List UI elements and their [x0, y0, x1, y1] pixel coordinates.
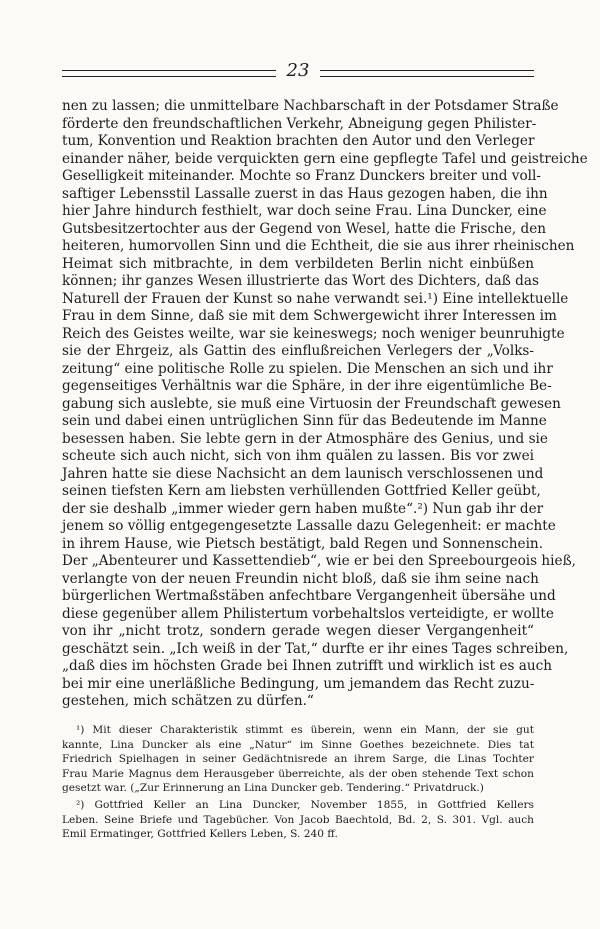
body-line: geschätzt sein. „Ich weiß in der Tat,“ durfte er ihr eines Tages schreiben,: [62, 640, 569, 657]
body-line: hier Jahre hindurch festhielt, war doch seine Frau. Lina Duncker, eine: [62, 203, 547, 219]
body-line: „daß dies im höchsten Grade bei Ihnen zutrifft und wirklich ist es auch: [62, 658, 552, 674]
body-line: sie der Ehrgeiz, als Gattin des einflußreichen Verlegers der „Volks-: [62, 343, 534, 359]
body-line: seinen tiefsten Kern am liebsten verhüllenden Gottfried Keller geübt,: [62, 483, 541, 499]
body-line: heiteren, humorvollen Sinn und die Echtheit, die sie aus ihrer rheinischen: [62, 238, 575, 254]
body-line: Reich des Geistes weilte, war sie keineswegs; noch weniger beunruhigte: [62, 325, 565, 342]
body-line: zeitung“ eine politische Rolle zu spielen. Die Menschen an sich und ihr: [62, 360, 553, 377]
footnotes: [62, 723, 534, 844]
body-line: Jahren hatte sie diese Nachsicht an dem launisch verschlossenen und: [62, 465, 544, 482]
body-line: bürgerlichen Wertmaßstäben anfechtbare Vergangenheit übersähe und: [62, 588, 556, 604]
body-line: Geselligkeit miteinander. Mochte so Franz Dunckers breiter und voll-: [62, 168, 541, 184]
body-line: gegenseitiges Verhältnis war die Sphäre, in der ihre eigentümliche Be-: [62, 378, 552, 394]
footnote-line: gesetzt war. („Zur Erinnerung an Lina Duncker geb. Tendering.“ Privatdruck.): [62, 782, 484, 795]
body-line: förderte den freundschaftlichen Verkehr, Abneigung gegen Philister-: [62, 115, 537, 132]
footnote-line: ²) Gottfried Keller an Lina Duncker, November 1855, in Gottfried Kellers: [76, 798, 534, 811]
body-line: tum, Konvention und Reaktion brachten den Autor und den Verleger: [62, 133, 535, 149]
header-rule-right: [320, 70, 534, 77]
body-line: besessen haben. Sie lebte gern in der Atmosphäre des Genius, und sie: [62, 430, 548, 447]
body-line: verlangte von der neuen Freundin nicht bloß, daß sie ihm seine nach: [62, 570, 539, 587]
body-line: Heimat sich mitbrachte, in dem verbildeten Berlin nicht einbüßen: [62, 255, 534, 272]
body-line: Gutsbesitzertochter aus der Gegend von Wesel, hatte die Frische, den: [62, 220, 547, 237]
body-line: können; ihr ganzes Wesen illustrierte das Wort des Dichters, daß das: [62, 273, 539, 289]
body-line: Naturell der Frauen der Kunst so nahe verwandt sei.¹) Eine intellektuelle: [62, 290, 569, 307]
footnote-line: Friedrich Spielhagen in seiner Gedächtnisrede an ihrem Sarge, die Linas Tochter: [62, 753, 534, 766]
body-line: einander näher, beide verquickten gern eine gepflegte Tafel und geistreiche: [62, 150, 588, 167]
body-line: jenem so völlig entgegengesetzte Lassalle dazu Gelegenheit: er machte: [62, 518, 556, 534]
body-line: scheute sich auch nicht, sich von ihm quälen zu lassen. Bis vor zwei: [62, 448, 534, 464]
body-line: diese gegenüber allem Philistertum vorbehaltslos verteidigte, er wollte: [62, 605, 554, 622]
body-line: Der „Abenteurer und Kassettendieb“, wie er bei den Spreebourgeois hieß,: [62, 553, 576, 569]
footnote-line: Leben. Seine Briefe und Tagebücher. Von Jacob Baechtold, Bd. 2, S. 301. Vgl. auch: [62, 813, 534, 826]
footnote-line: Emil Ermatinger, Gottfried Kellers Leben, S. 240 ff.: [62, 828, 338, 841]
page-number: 23: [286, 60, 310, 81]
footnote-line: ¹) Mit dieser Charakteristik stimmt es überein, wenn ein Mann, der sie gut: [76, 724, 534, 736]
body-line: nen zu lassen; die unmittelbare Nachbarschaft in der Potsdamer Straße: [62, 98, 559, 114]
body-line: gestehen, mich schätzen zu dürfen.“: [62, 693, 314, 709]
body-line: Frau in dem Sinne, daß sie mit dem Schwergewicht ihrer Interessen im: [62, 308, 557, 324]
footnote-line: kannte, Lina Duncker als eine „Natur“ im Sinne Goethes bezeichnete. Dies tat: [62, 738, 534, 751]
footnote: [62, 723, 534, 796]
footnote: [62, 798, 534, 842]
body-line: in ihrem Hause, wie Pietsch bestätigt, bald Regen und Sonnenschein.: [62, 535, 544, 552]
body-line: saftiger Lebensstil Lassalle zuerst in das Haus gezogen haben, die ihn: [62, 185, 548, 202]
footnote-line: Frau Marie Magnus dem Herausgeber überreichte, als der oben stehende Text schon: [62, 767, 534, 780]
body-line: sein und dabei einen untrüglichen Sinn für das Bedeutende im Manne: [62, 413, 547, 429]
body-line: bei mir eine unerläßliche Bedingung, um jemandem das Recht zuzu-: [62, 675, 535, 692]
body-text: [62, 98, 588, 711]
body-line: von ihr „nicht trotz, sondern gerade wegen dieser Vergangenheit“: [62, 623, 534, 639]
body-line: der sie deshalb „immer wieder gern haben mußte“.²) Nun gab ihr der: [62, 500, 544, 517]
body-line: gabung sich auslebte, sie muß eine Virtuosin der Freundschaft gewesen: [62, 395, 561, 412]
page-header: [62, 58, 534, 84]
